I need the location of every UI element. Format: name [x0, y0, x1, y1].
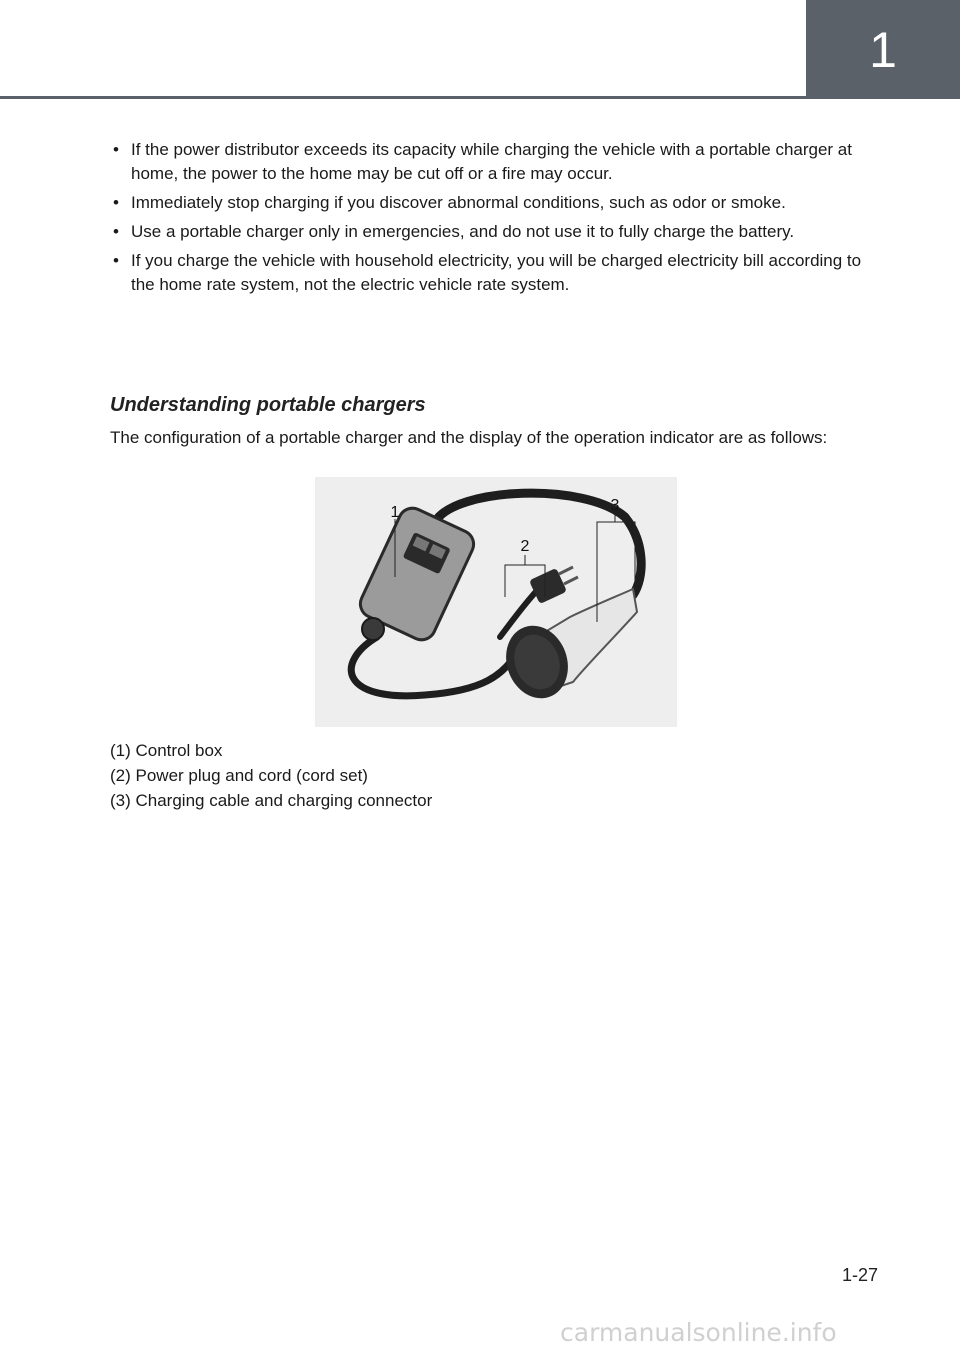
page-number: 1-27 — [842, 1265, 879, 1285]
bullet-dot-icon: • — [113, 140, 119, 159]
bullet-dot-icon: • — [113, 251, 119, 270]
callout-2: 2 — [520, 538, 530, 555]
section-intro: The configuration of a portable charger and the display of the operation indicator are as follows: — [110, 428, 828, 447]
section-title: Understanding portable chargers — [110, 394, 426, 416]
bullet-item: • Immediately stop charging if you discover abnormal conditions, such as odor or smoke. — [110, 191, 880, 215]
chapter-number: 1 — [869, 21, 897, 78]
header-rule — [0, 96, 806, 99]
callout-3: 3 — [610, 497, 620, 514]
power-plug-shape — [529, 567, 578, 604]
portable-charger-figure — [315, 477, 677, 727]
charging-connector-shape — [496, 589, 637, 707]
callout-1: 1 — [390, 504, 400, 521]
bullet-dot-icon: • — [113, 222, 119, 241]
figure-captions — [110, 738, 432, 813]
bullet-item: • If you charge the vehicle with household electricity, you will be charged electricity bill according to the home rate system, not the electric vehicle rate system. — [113, 251, 862, 294]
chapter-tab — [806, 0, 960, 99]
control-box-shape — [356, 504, 478, 645]
warning-bullet-list — [110, 138, 880, 302]
caption-item: (3) Charging cable and charging connector — [110, 791, 433, 810]
bullet-item: • Use a portable charger only in emergencies, and do not use it to fully charge the battery. — [110, 220, 880, 244]
portable-charger-illustration — [315, 477, 677, 727]
caption-item: (1) Control box — [110, 741, 223, 760]
caption-item: (2) Power plug and cord (cord set) — [110, 766, 368, 785]
bullet-dot-icon: • — [113, 193, 119, 212]
bullet-item: • If the power distributor exceeds its capacity while charging the vehicle with a portable charger at home, the power to the home may be cut off or a fire may occur. — [113, 140, 852, 183]
watermark: carmanualsonline.info — [560, 1318, 837, 1347]
